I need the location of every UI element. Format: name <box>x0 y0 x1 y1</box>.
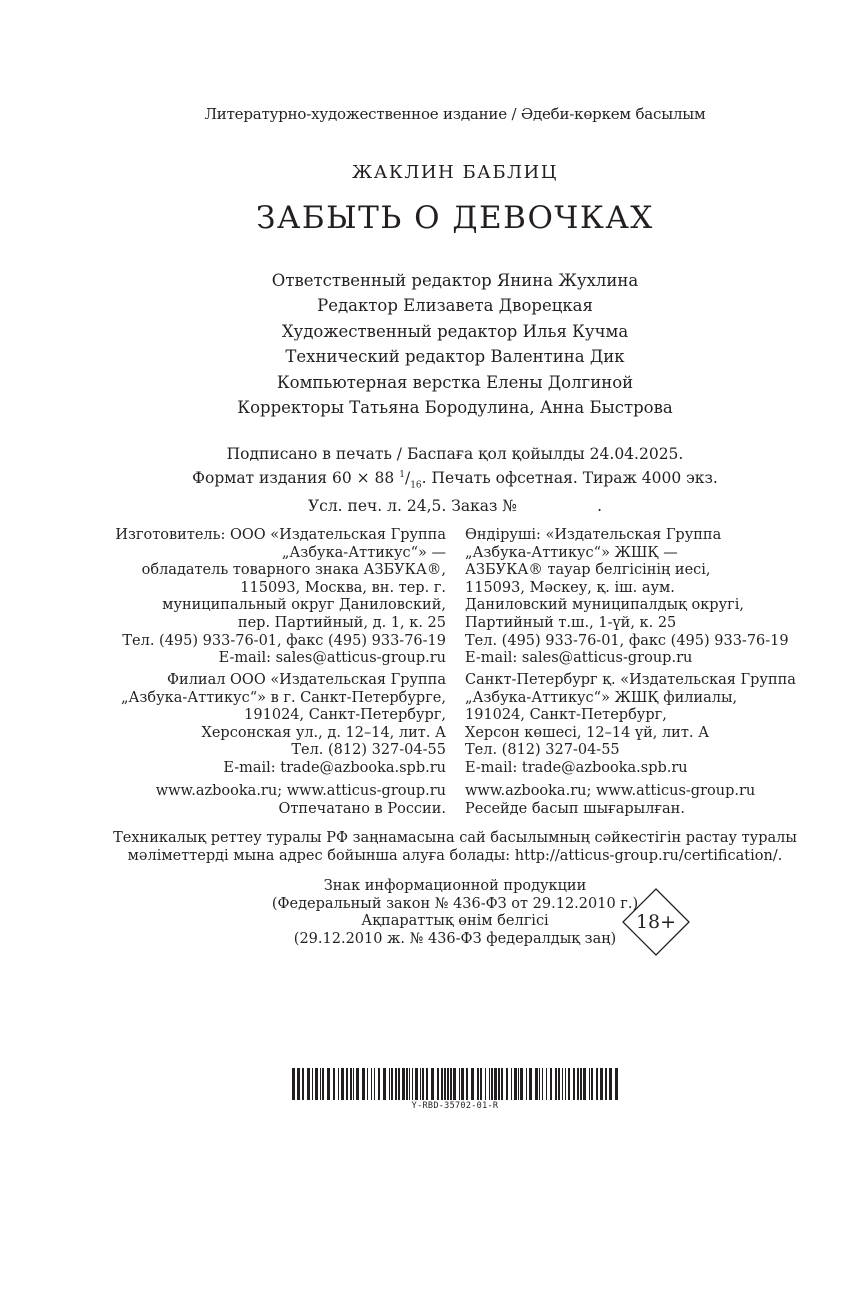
barcode-bar <box>353 1068 354 1100</box>
age-info-line: Ақпараттық өнім белгісі <box>361 913 549 930</box>
web-kz <box>465 783 755 818</box>
age-rating-label: 18+ <box>635 911 677 933</box>
format-prefix: Формат издания 60 × 88 <box>192 469 400 488</box>
barcode-bar <box>558 1068 560 1100</box>
manufacturer-ru-email: E-mail: sales@atticus-group.ru <box>218 650 446 667</box>
barcode-bar <box>453 1068 456 1100</box>
manufacturer-kz-line: Өндіруші: «Издательская Группа <box>465 527 722 543</box>
barcode-bar <box>480 1068 482 1100</box>
barcode-bar <box>600 1068 603 1100</box>
order-suffix: . <box>597 497 603 516</box>
barcode-bar <box>461 1068 464 1100</box>
barcode-bar <box>501 1068 503 1100</box>
barcode-bar <box>498 1068 500 1100</box>
barcode-bar <box>526 1068 527 1100</box>
web-ru <box>156 783 446 818</box>
manufacturer-kz-email: E-mail: sales@atticus-group.ru <box>465 650 693 667</box>
barcode-bar <box>485 1068 486 1100</box>
barcode-bar <box>591 1068 593 1100</box>
barcode-bar <box>605 1068 607 1100</box>
barcode-bar <box>383 1068 386 1100</box>
barcode-bar <box>371 1068 372 1100</box>
barcode-bar <box>415 1068 418 1100</box>
barcode-bar <box>589 1068 590 1100</box>
barcode-bar <box>389 1068 390 1100</box>
barcode-bar <box>615 1068 618 1100</box>
branch-ru-line: 191024, Санкт-Петербург, <box>244 707 446 724</box>
barcode-bar <box>550 1068 552 1100</box>
barcode-bar <box>378 1068 380 1100</box>
barcode-bar <box>444 1068 446 1100</box>
branch-ru <box>121 672 446 778</box>
age-info-line: Знак информационной продукции <box>323 878 587 894</box>
manufacturer-kz-line: Тел. (495) 933-76-01, факс (495) 933-76-19 <box>465 632 789 649</box>
barcode-bar <box>350 1068 352 1100</box>
barcode-bar <box>539 1068 540 1100</box>
signed-date: Подписано в печать / Баспаға қол қойылды 24.04.2025. <box>226 445 684 463</box>
print-info <box>0 444 856 517</box>
barcode-bar <box>562 1068 563 1100</box>
barcode-bar <box>471 1068 474 1100</box>
format-slash: / <box>404 469 411 488</box>
barcode-bar <box>494 1068 497 1100</box>
barcode-bar <box>412 1068 413 1100</box>
tech-regulation-line: мәліметтерді мына адрес бойынша алуға болады: http://atticus-group.ru/certification/. <box>127 847 783 864</box>
barcode-bar <box>565 1068 566 1100</box>
manufacturer-ru-line: Тел. (495) 933-76-01, факс (495) 933-76-19 <box>122 632 446 649</box>
branch-kz-line: Санкт-Петербург қ. «Издательская Группа <box>465 672 796 688</box>
manufacturer-ru-line: обладатель товарного знака АЗБУКА®, <box>141 562 446 579</box>
barcode-bar <box>327 1068 330 1100</box>
barcode-bar <box>529 1068 532 1100</box>
manufacturer-kz-line: Партийный т.ш., 1-үй, к. 25 <box>465 614 677 631</box>
manufacturer-ru-line: „Азбука-Аттикус“» — <box>281 544 446 561</box>
age-info-line: (29.12.2010 ж. № 436-ФЗ федералдық заң) <box>293 930 617 947</box>
manufacturer-ru-line: пер. Партийный, д. 1, к. 25 <box>237 614 446 631</box>
barcode-bar <box>374 1068 375 1100</box>
barcode-bar <box>577 1068 579 1100</box>
age-rating-badge <box>622 888 690 956</box>
age-info-text <box>270 878 640 948</box>
credit-line: Редактор Елизавета Дворецкая <box>317 296 593 316</box>
barcode-bar <box>312 1068 313 1100</box>
barcode-bar <box>450 1068 452 1100</box>
barcode-bar <box>422 1068 424 1100</box>
barcode-bar <box>477 1068 479 1100</box>
manufacturer-kz <box>465 527 789 668</box>
branch-ru-email: E-mail: trade@azbooka.spb.ru <box>223 759 446 776</box>
barcode-bar <box>420 1068 421 1100</box>
barcode-bar <box>302 1068 304 1100</box>
barcode-bar <box>346 1068 348 1100</box>
credit-line: Технический редактор Валентина Дик <box>285 347 625 367</box>
barcode-bar <box>395 1068 397 1100</box>
branch-ru-line: Херсонская ул., д. 12–14, лит. А <box>201 724 446 741</box>
credit-line: Корректоры Татьяна Бородулина, Анна Быстрова <box>237 398 673 418</box>
barcode-bar <box>542 1068 543 1100</box>
barcode-bar <box>583 1068 586 1100</box>
barcode-bar <box>491 1068 493 1100</box>
branch-kz-line: Тел. (812) 327-04-55 <box>465 742 620 759</box>
manufacturer-kz-line: 115093, Мәскеу, қ. іш. аум. <box>465 579 675 596</box>
barcode-bar <box>466 1068 468 1100</box>
credits-list <box>0 268 856 420</box>
credit-line: Художественный редактор Илья Кучма <box>281 321 629 341</box>
barcode-bar <box>555 1068 557 1100</box>
barcode-bar <box>459 1068 460 1100</box>
branch-kz-email: E-mail: trade@azbooka.spb.ru <box>465 759 688 776</box>
websites-ru: www.azbooka.ru; www.atticus-group.ru <box>155 783 446 799</box>
barcode-bar <box>535 1068 538 1100</box>
barcode-bar <box>514 1068 517 1100</box>
author-name: ЖАКЛИН БАБЛИЦ <box>352 162 558 183</box>
printed-in-kz: Ресейде басып шығарылған. <box>465 800 685 817</box>
manufacturer-kz-line: „Азбука-Аттикус“» ЖШҚ — <box>465 544 678 561</box>
edition-type: Литературно-художественное издание / Әдеби-көркем басылым <box>204 105 706 123</box>
barcode-bar <box>511 1068 512 1100</box>
barcode-bar <box>402 1068 405 1100</box>
branch-kz-line: 191024, Санкт-Петербург, <box>465 707 667 724</box>
manufacturer-kz-line: Даниловский муниципалдық округі, <box>465 597 744 614</box>
barcode-bar <box>441 1068 443 1100</box>
barcode-bar <box>391 1068 393 1100</box>
branch-kz-line: „Азбука-Аттикус“» ЖШҚ филиалы, <box>465 689 738 706</box>
order-prefix: Усл. печ. л. 24,5. Заказ № <box>307 497 518 516</box>
credit-line: Компьютерная верстка Елены Долгиной <box>276 372 634 392</box>
tech-regulation-note <box>0 830 856 865</box>
websites-kz: www.azbooka.ru; www.atticus-group.ru <box>465 783 756 799</box>
format-suffix: . Печать офсетная. Тираж 4000 экз. <box>421 469 718 488</box>
barcode-bars <box>292 1068 618 1100</box>
barcode-bar <box>596 1068 598 1100</box>
book-title: ЗАБЫТЬ О ДЕВОЧКАХ <box>256 200 654 236</box>
order-line <box>0 496 856 517</box>
barcode <box>292 1068 618 1100</box>
format-denominator: 16 <box>410 480 422 491</box>
manufacturer-ru-line: Изготовитель: ООО «Издательская Группа <box>115 527 446 543</box>
barcode-bar <box>398 1068 400 1100</box>
manufacturer-ru-line: 115093, Москва, вн. тер. г. <box>240 579 446 596</box>
tech-regulation-line: Техникалық реттеу туралы РФ заңнамасына сай басылымның сәйкестігін растау туралы <box>113 830 797 846</box>
branch-kz-line: Херсон көшесі, 12–14 үй, лит. А <box>465 724 710 741</box>
barcode-bar <box>437 1068 439 1100</box>
barcode-bar <box>520 1068 523 1100</box>
barcode-bar <box>315 1068 318 1100</box>
format-numerator: 1 <box>399 470 405 480</box>
credit-line: Ответственный редактор Янина Жухлина <box>271 271 639 290</box>
age-info-line: (Федеральный закон № 436-ФЗ от 29.12.2010 г.) <box>271 895 639 912</box>
barcode-bar <box>367 1068 368 1100</box>
barcode-bar <box>580 1068 582 1100</box>
manufacturer-kz-line: АЗБУКА® тауар белгісінің иесі, <box>465 562 711 579</box>
barcode-bar <box>356 1068 359 1100</box>
branch-ru-line: Тел. (812) 327-04-55 <box>291 742 446 759</box>
barcode-bar <box>362 1068 365 1100</box>
barcode-bar <box>338 1068 339 1100</box>
barcode-bar <box>609 1068 612 1100</box>
barcode-bar <box>573 1068 575 1100</box>
format-line <box>0 465 856 496</box>
barcode-bar <box>341 1068 344 1100</box>
manufacturer-ru-line: муниципальный округ Даниловский, <box>162 597 446 614</box>
barcode-bar <box>546 1068 547 1100</box>
barcode-bar <box>406 1068 408 1100</box>
printed-in-ru: Отпечатано в России. <box>278 800 446 817</box>
branch-kz <box>465 672 796 778</box>
barcode-text: Y-RBD-35702-01-R <box>411 1101 499 1111</box>
barcode-bar <box>518 1068 519 1100</box>
barcode-bar <box>409 1068 410 1100</box>
barcode-bar <box>426 1068 428 1100</box>
barcode-bar <box>431 1068 434 1100</box>
barcode-bar <box>307 1068 310 1100</box>
barcode-bar <box>506 1068 508 1100</box>
barcode-bar <box>292 1068 295 1100</box>
branch-ru-line: „Азбука-Аттикус“» в г. Санкт-Петербурге, <box>121 689 446 706</box>
manufacturer-ru <box>115 527 446 668</box>
barcode-bar <box>447 1068 449 1100</box>
barcode-bar <box>489 1068 490 1100</box>
barcode-bar <box>320 1068 321 1100</box>
barcode-bar <box>333 1068 335 1100</box>
branch-ru-line: Филиал ООО «Издательская Группа <box>167 672 446 688</box>
barcode-bar <box>297 1068 300 1100</box>
barcode-bar <box>322 1068 324 1100</box>
barcode-bar <box>568 1068 570 1100</box>
